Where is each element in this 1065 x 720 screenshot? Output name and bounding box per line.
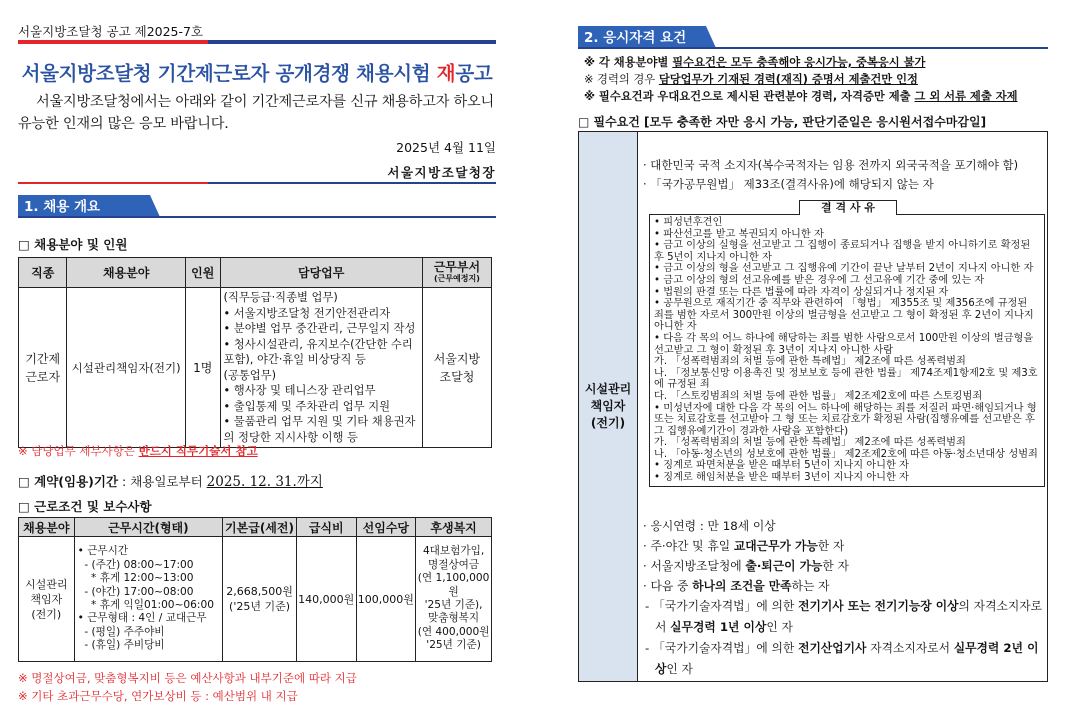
cell-job-type: 기간제 근로자 — [19, 288, 67, 448]
bonus-note: ※ 명절상여금, 맞춤형복지비 등은 예산사항과 내부기준에 따라 지급 — [18, 671, 357, 685]
intro-text: 서울지방조달청에서는 아래와 같이 기간제근로자를 신규 채용하고자 하오니 유능한 인재의 많은 응모 바랍니다. — [18, 94, 495, 132]
req-commute: · 서울지방조달청에 출·퇴근이 가능한 자 — [643, 559, 849, 573]
req-option-2: - 「국가기술자격법」에 의한 전기산업기사 자격소지자로서 실무경력 2년 이상인 자 — [645, 641, 1039, 676]
issuer: 서울지방조달청장 — [387, 165, 496, 180]
section1-header — [18, 195, 496, 219]
issuer-rule — [18, 182, 496, 186]
cell-field: 시설관리책임자(전기) — [67, 288, 185, 448]
sub-heading-conditions: □ 근로조건 및 보수사항 — [18, 499, 152, 514]
th-allowance: 선임수당 — [356, 518, 416, 537]
disqualification-title: 결 격 사 유 — [799, 200, 897, 215]
th-hours: 근무시간(형태) — [74, 518, 223, 537]
cell-field2: 시설관리 책임자 (전기) — [19, 537, 75, 662]
requirements-label: 시설관리 책임자 (전기) — [579, 132, 638, 681]
th-dept: 근무부서 (근무예정지) — [422, 258, 491, 288]
th-welfare: 후생복지 — [416, 518, 492, 537]
other-requirements — [643, 516, 1043, 680]
th-field: 채용분야 — [67, 258, 185, 288]
requirements-box — [578, 131, 1048, 682]
contract-period: □ 계약(임용)기간 : 채용일로부터 2025. 12. 31.까지 — [18, 474, 323, 490]
cell-allowance: 100,000원 — [356, 537, 416, 662]
overtime-note: ※ 기타 초과근무수당, 연가보상비 등 : 예산범위 내 지급 — [18, 689, 298, 703]
disqualification-list: • 피성년후견인 • 파산선고를 받고 복권되지 아니한 자 • 금고 이상의 실형을 선고받고 그 집행이 종료되거나 집행을 받지 아니하기로 확정된 후 5년이 지나지 아니한 자 • 금고 이상의 형을 선고받고 그 집행유예 기간이 끝난 날부터 2년이 지나지 아니한 자 • 금고 이상의 형의 선고유예를 받은 경우에 그 선고유예 기간 중에 있는 자 • 법원의 판결 또는 다른 법률에 따라 자격이 상실되거나 정지된 자 • 공무원으로 재직기간 중 직무와 관련하여 「형법」 제355조 및 제356조에 규정된 죄를 범한 자로서 300만원 이상의 벌금형을 선고받고 그 형이 확정된 후 2년이 지나지 아니한 자 • 다음 각 목의 어느 하나에 해당하는 죄를 범한 사람으로서 100만원 이상의 벌금형을 선고받고 그 형이 확정된 후 3년이 지나지 아니한 사람 가. 「성폭력범죄의 처벌 등에 관한 특례법」 제2조에 따른 성폭력범죄 나. 「정보통신망 이용촉진 및 정보보호 등에 관한 법률」 제74조제1항제2호 및 제3호에 규정된 죄 다. 「스토킹범죄의 처벌 등에 관한 법률」 제2조제2호에 따른 스토킹범죄 • 미성년자에 대한 다음 각 목의 어느 하나에 해당하는 죄를 저질러 파면·해임되거나 형 또는 치료감호를 선고받아 그 형 또는 치료감호가 확정된 사람(집행유예를 선고받은 후 그 집행유예기간이 경과한 사람을 포함한다) 가. 「성폭력범죄의 처벌 등에 관한 특례법」 제2조에 따른 성폭력범죄 나. 「아동·청소년의 성보호에 관한 법률」 제2조제2호에 따른 아동·청소년대상 성범죄 • 징계로 파면처분을 받은 때부터 5년이 지나지 아니한 자 • 징계로 해임처분을 받은 때부터 3년이 지나지 아니한 자 — [649, 214, 1045, 487]
eligibility-notes — [584, 54, 1018, 105]
required-heading: □ 필수요건 [모두 충족한 자만 응시 가능, 판단기준일은 응시원서접수마감일] — [578, 115, 987, 129]
cell-base-pay: 2,668,500원 ('25년 기준) — [223, 537, 297, 662]
note-2: ※ 경력의 경우 담당업무가 기재된 경력(재직) 증명서 제출건만 인정 — [584, 73, 918, 86]
th-base-pay: 기본급(세전) — [223, 518, 297, 537]
note-1: ※ 각 채용분야별 필수요건은 모두 충족해야 응시가능, 중복응시 불가 — [584, 56, 926, 69]
header-rule — [18, 40, 496, 44]
th-count: 인원 — [185, 258, 220, 288]
req-shift: · 주·야간 및 휴일 교대근무가 가능한 자 — [643, 539, 845, 553]
notice-number: 서울지방조달청 공고 제2025-7호 — [18, 24, 204, 39]
basic-requirements: · 대한민국 국적 소지자(복수국적자는 임용 전까지 외국국적을 포기해야 함) · 「국가공무원법」 제33조(결격사유)에 해당되지 않는 자 — [643, 158, 1019, 191]
notice-date: 2025년 4월 11일 — [396, 140, 496, 155]
cell-meal: 140,000원 — [296, 537, 356, 662]
th-job-type: 직종 — [19, 258, 67, 288]
note-3: ※ 필수요건과 우대요건으로 제시된 관련분야 경력, 자격증만 제출 그 외 서류 제출 자제 — [584, 90, 1018, 103]
th-field2: 채용분야 — [19, 518, 75, 537]
sub-heading-field: □ 채용분야 및 인원 — [18, 237, 128, 252]
cell-duties: (직무등급·직종별 업무) • 서울지방조달청 전기안전관리자 • 분야별 업무 중간관리, 근무일지 작성 • 청사시설관리, 유지보수(간단한 수리 포함), 야간·휴일 비상당직 등 (공통업무) • 행사장 및 테니스장 관리업무 • 출입통제 및 주차관리 업무 지원 • 물품관리 업무 지원 및 기타 채용권자의 정당한 지시사항 이행 등 — [220, 288, 422, 448]
section2-title: 2. 응시자격 요건 — [584, 30, 687, 46]
cell-hours: • 근무시간 - (주간) 08:00~17:00 * 휴게 12:00~13:00 - (야간) 17:00~08:00 * 휴게 익일01:00~06:00 • 근무형태 : 4인 / 교대근무 - (평일) 주주야비 - (휴일) 주비당비 — [74, 537, 223, 662]
table-field-headcount — [18, 257, 492, 448]
req-option-1: - 「국가기술자격법」에 의한 전기기사 또는 전기기능장 이상의 자격소지자로서 실무경력 1년 이상인 자 — [645, 599, 1043, 634]
duty-note: ※ 담당업무 세부사항은 반드시 직무기술서 참고 — [18, 444, 258, 458]
req-age: · 응시연령 : 만 18세 이상 — [643, 519, 776, 533]
cell-welfare: 4대보험가입, 명절상여금 (연 1,100,000원 '25년 기준), 맞춤형복지 (연 400,000원 '25년 기준) — [416, 537, 492, 662]
section2-header — [578, 26, 1048, 50]
page-title: 서울지방조달청 기간제근로자 공개경쟁 채용시험 재공고 — [21, 62, 493, 85]
cell-dept: 서울지방 조달청 — [422, 288, 491, 448]
cell-count: 1명 — [185, 288, 220, 448]
th-duties: 담당업무 — [220, 258, 422, 288]
disqualification-section — [649, 200, 1045, 487]
req-condition: · 다음 중 하나의 조건을 만족하는 자 — [643, 579, 830, 593]
section1-title: 1. 채용 개요 — [24, 199, 101, 215]
table-conditions — [18, 517, 492, 662]
th-meal: 급식비 — [296, 518, 356, 537]
